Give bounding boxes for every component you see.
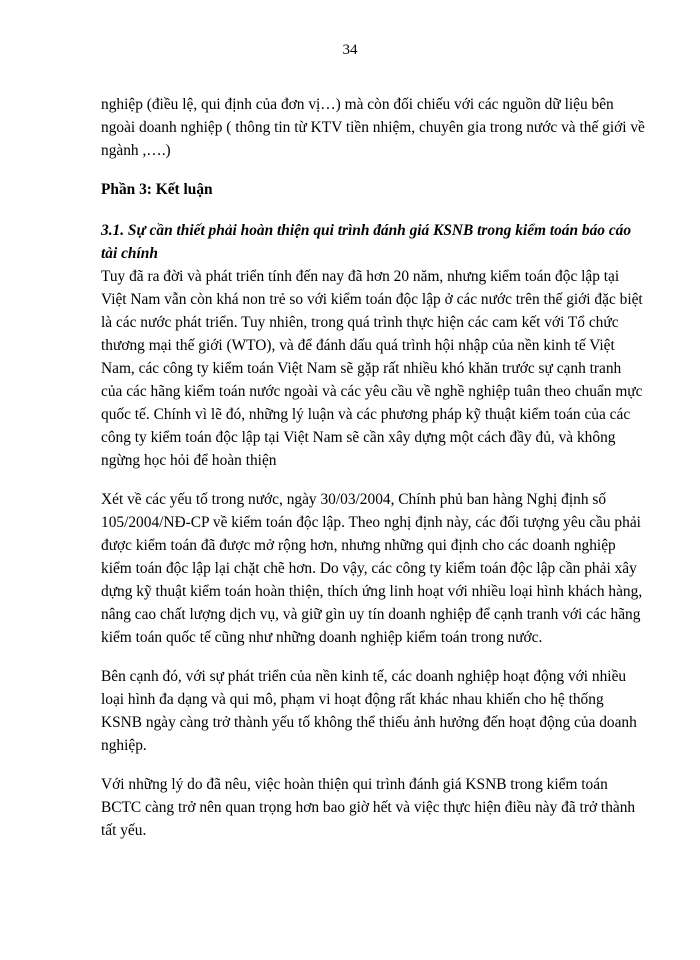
page-number: 34 <box>342 42 358 58</box>
intro-paragraph: nghiệp (điều lệ, qui định của đơn vị…) mà còn đối chiếu với các nguồn dữ liệu bên ngoài doanh nghiệp ( thông tin từ KTV tiền nhiệm, chuyên gia trong nước và thế giới về ngành ,….) <box>101 96 645 159</box>
document-body <box>101 93 646 858</box>
paragraph-domestic-factors: Xét về các yếu tố trong nước, ngày 30/03/2004, Chính phủ ban hàng Nghị định số 105/2004/NĐ-CP về kiểm toán độc lập. Theo nghị định này, các đối tượng yêu cầu phải được kiểm toán đã được mở rộng hơn, nhưng những qui định cho các doanh nghiệp kiểm toán độc lập lại chặt chẽ hơn. Do vậy, các công ty kiểm toán độc lập cần phải xây dựng kỹ thuật kiểm toán hoàn thiện, thích ứng linh hoạt với nhiều loại hình khách hàng, nâng cao chất lượng dịch vụ, và giữ gìn uy tín doanh nghiệp để cạnh tranh với các hãng kiểm toán quốc tế cũng như những doanh nghiệp kiểm toán trong nước. <box>101 491 643 646</box>
section-heading: Phần 3: Kết luận <box>101 181 213 198</box>
paragraph-economic-development: Bên cạnh đó, với sự phát triển của nền kinh tế, các doanh nghiệp hoạt động với nhiều loại hình đa dạng và qui mô, phạm vi hoạt động rất khác nhau khiến cho hệ thống KSNB ngày càng trở thành yếu tố không thể thiếu ảnh hưởng đến hoạt động của doanh nghiệp. <box>101 668 637 754</box>
paragraph-conclusion: Với những lý do đã nêu, việc hoàn thiện qui trình đánh giá KSNB trong kiểm toán BCTC càng trở nên quan trọng hơn bao giờ hết và việc thực hiện điều này đã trở thành tất yếu. <box>101 776 636 839</box>
paragraph-necessity: Tuy đã ra đời và phát triển tính đến nay đã hơn 20 năm, nhưng kiểm toán độc lập tại Việt Nam vẫn còn khá non trẻ so với kiểm toán độc lập ở các nước trên thế giới đặc biệt là các nước phát triển. Tuy nhiên, trong quá trình thực hiện các cam kết với Tổ chức thương mại thế giới (WTO), và để đánh dấu quá trình hội nhập của nền kinh tế Việt Nam, các công ty kiểm toán Việt Nam sẽ gặp rất nhiều khó khăn trước sự cạnh tranh của các hãng kiểm toán nước ngoài và các yêu cầu về nghề nghiệp tuân theo chuẩn mực quốc tế. Chính vì lẽ đó, những lý luận và các phương pháp kỹ thuật kiểm toán của các công ty kiểm toán độc lập tại Việt Nam sẽ cần xây dựng một cách đầy đủ, và không ngừng học hỏi để hoàn thiện <box>101 268 643 469</box>
subsection-heading: 3.1. Sự cần thiết phải hoàn thiện qui trình đánh giá KSNB trong kiểm toán báo cáo tài chính <box>101 222 632 262</box>
